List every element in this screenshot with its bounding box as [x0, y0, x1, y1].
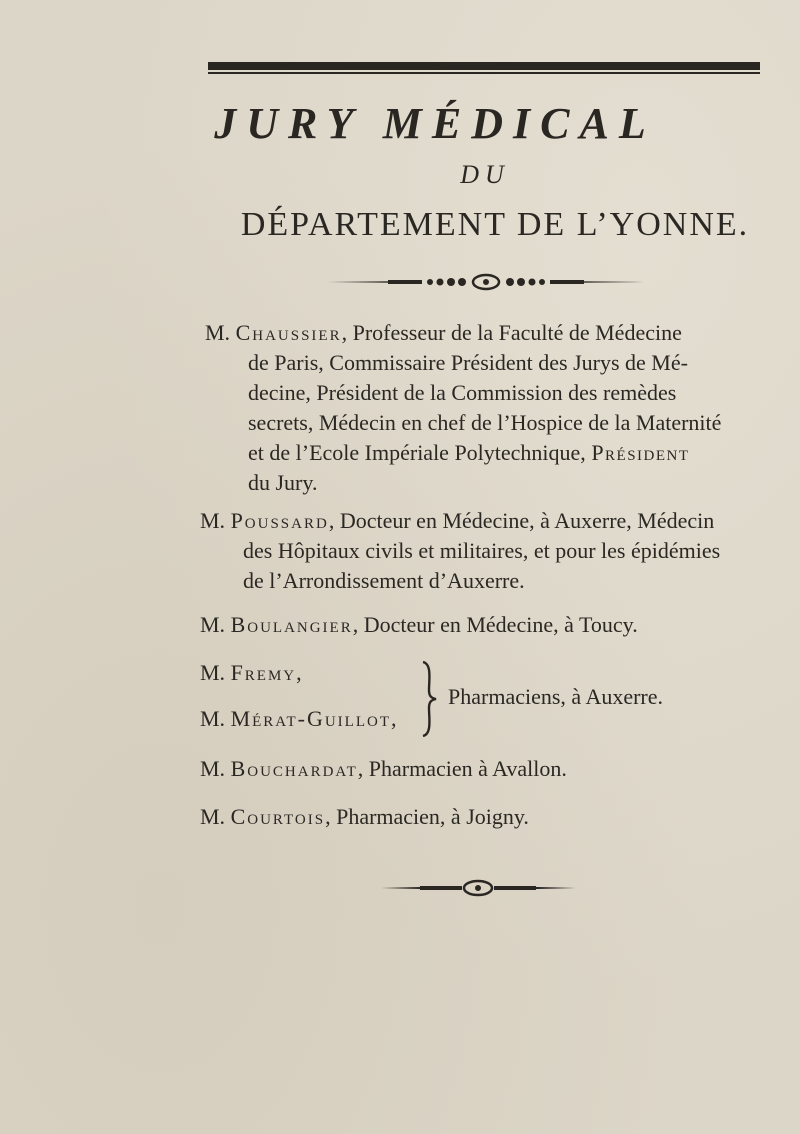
- entry-text: , Docteur en Médecine, à Toucy.: [352, 612, 638, 637]
- entry-text: ,: [391, 706, 397, 731]
- ornament-divider: [328, 272, 644, 292]
- member-name: Courtois: [230, 804, 326, 829]
- member-prefix: M.: [200, 508, 226, 533]
- member-prefix: M.: [200, 612, 226, 637]
- grouping-brace: [420, 660, 438, 738]
- title-connector: DU: [460, 160, 510, 189]
- member-entry-chaussier: [205, 318, 775, 498]
- member-name: Fremy: [230, 660, 297, 685]
- entry-text: , Pharmacien, à Joigny.: [325, 804, 529, 829]
- member-entry-fremy: [200, 658, 302, 688]
- member-prefix: M.: [205, 320, 231, 345]
- member-name: Bouchardat: [230, 756, 358, 781]
- entry-line: decine, Président de la Commission des remèdes: [248, 380, 677, 405]
- entry-text: ,: [296, 660, 302, 685]
- member-prefix: M.: [200, 660, 226, 685]
- entry-line: de Paris, Commissaire Président des Jurys de Mé-: [248, 350, 688, 375]
- entry-text: , Professeur de la Faculté de Médecine: [341, 320, 682, 345]
- ornament-footer: [380, 878, 576, 898]
- entry-line: secrets, Médecin en chef de l’Hospice de la Maternité: [248, 410, 722, 435]
- entry-text: , Docteur en Médecine, à Auxerre, Médecin: [328, 508, 715, 533]
- entry-text: , Pharmacien à Avallon.: [357, 756, 567, 781]
- entry-line: du Jury.: [248, 470, 318, 495]
- document-title: JURY MÉDICAL: [214, 99, 656, 148]
- entry-line: de l’Arrondissement d’Auxerre.: [243, 568, 525, 593]
- department-heading: DÉPARTEMENT DE L’YONNE.: [240, 206, 750, 243]
- member-entry-poussard: [200, 506, 780, 596]
- member-name: Chaussier: [235, 320, 342, 345]
- member-entry-courtois: [200, 802, 529, 832]
- member-prefix: M.: [200, 706, 226, 731]
- member-entry-merat-guillot: [200, 704, 397, 734]
- group-label: Pharmaciens, à Auxerre.: [448, 684, 664, 709]
- top-double-rule: [208, 62, 760, 76]
- entry-line: des Hôpitaux civils et militaires, et pour les épidémies: [243, 538, 721, 563]
- member-name: Poussard: [230, 508, 329, 533]
- member-prefix: M.: [200, 804, 226, 829]
- member-role: Président: [591, 440, 690, 465]
- member-entry-boulangier: [200, 610, 638, 640]
- member-prefix: M.: [200, 756, 226, 781]
- member-name: Boulangier: [230, 612, 353, 637]
- member-entry-bouchardat: [200, 754, 567, 784]
- entry-text: et de l’Ecole Impériale Polytechnique,: [248, 440, 586, 465]
- entry-line: [205, 318, 775, 348]
- entry-line: [248, 438, 775, 468]
- member-name: Mérat-Guillot: [230, 706, 391, 731]
- entry-line: [200, 506, 780, 536]
